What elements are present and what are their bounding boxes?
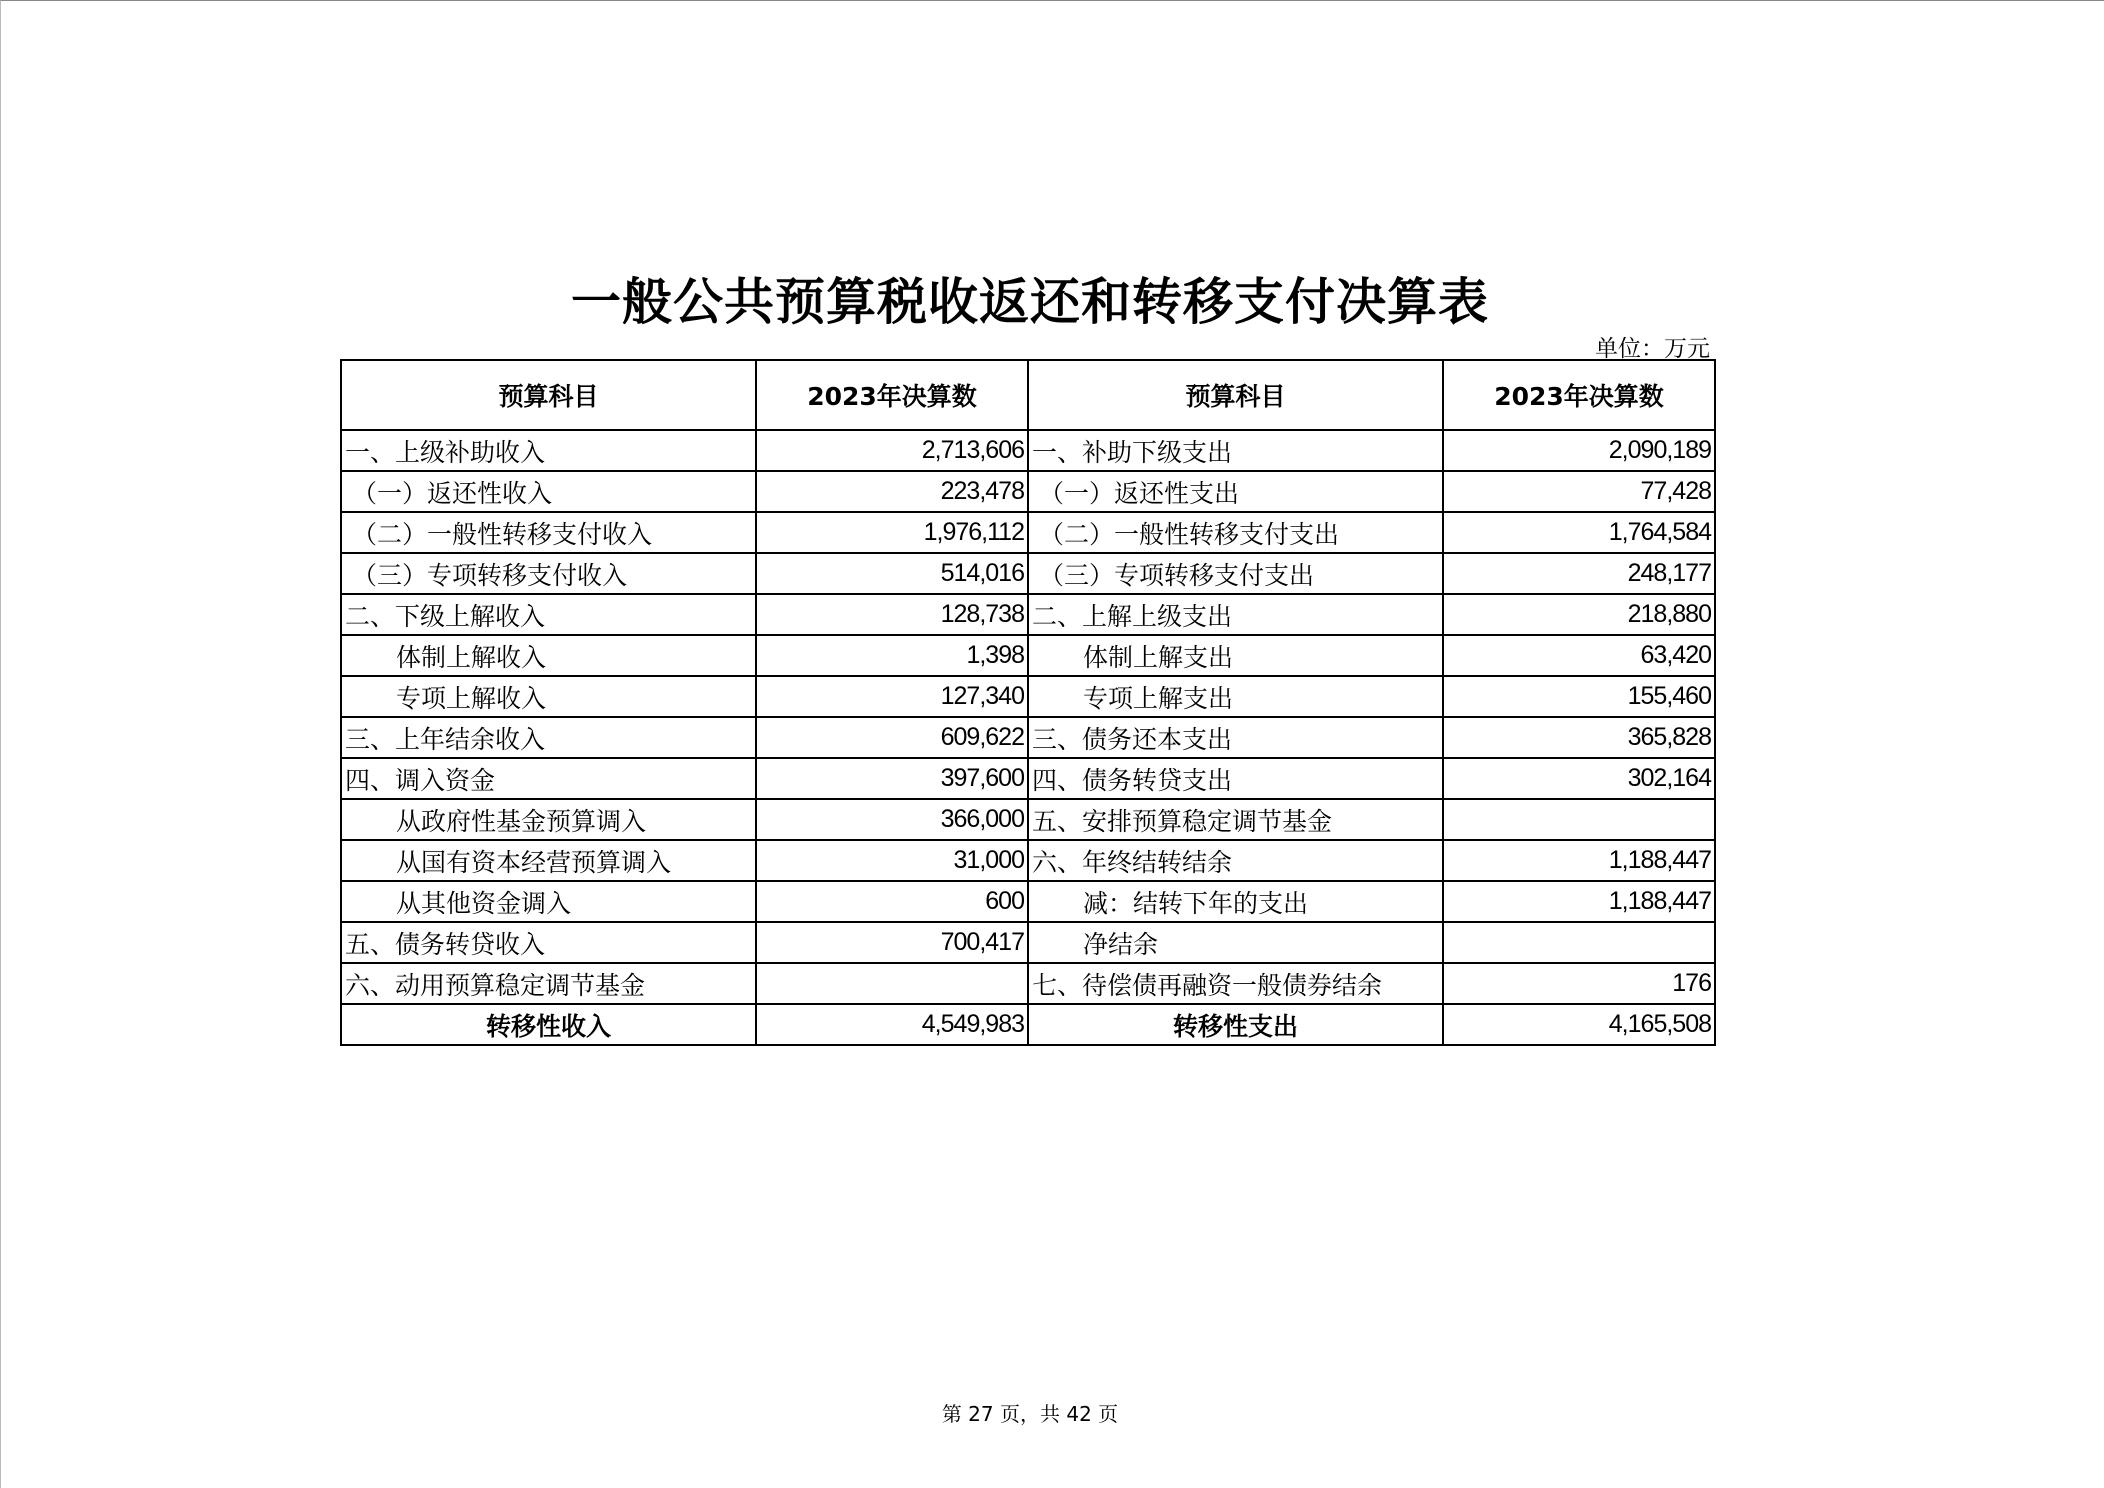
table-row: [341, 922, 1715, 963]
right-subject-cell: 减：结转下年的支出: [1028, 881, 1443, 922]
right-subject-cell: （二）一般性转移支付支出: [1028, 512, 1443, 553]
left-amount-cell: 600: [756, 881, 1028, 922]
table-row: [341, 758, 1715, 799]
left-subject-cell: 从其他资金调入: [341, 881, 756, 922]
table-row: [341, 471, 1715, 512]
table-row: [341, 963, 1715, 1004]
page-title: 一般公共预算税收返还和转移支付决算表: [571, 273, 1489, 331]
right-amount-cell: 1,188,447: [1443, 840, 1715, 881]
left-subject-cell: 一、上级补助收入: [341, 430, 756, 471]
right-amount-cell: 302,164: [1443, 758, 1715, 799]
left-amount-cell: [756, 963, 1028, 1004]
left-amount-cell: 1,398: [756, 635, 1028, 676]
table-row: [341, 840, 1715, 881]
left-amount-cell: 31,000: [756, 840, 1028, 881]
left-amount-cell: 2,713,606: [756, 430, 1028, 471]
left-subject-cell: 转移性收入: [341, 1004, 756, 1045]
left-amount-cell: 128,738: [756, 594, 1028, 635]
right-amount-cell: 155,460: [1443, 676, 1715, 717]
unit-label: 单位：万元: [1595, 336, 1710, 362]
header-right-subject: 预算科目: [1028, 360, 1443, 430]
left-amount-cell: 4,549,983: [756, 1004, 1028, 1045]
left-subject-cell: （三）专项转移支付收入: [341, 553, 756, 594]
table-row: [341, 717, 1715, 758]
left-amount-cell: 366,000: [756, 799, 1028, 840]
left-subject-cell: 五、债务转贷收入: [341, 922, 756, 963]
right-subject-cell: （一）返还性支出: [1028, 471, 1443, 512]
table-row: [341, 594, 1715, 635]
right-amount-cell: 365,828: [1443, 717, 1715, 758]
left-subject-cell: 体制上解收入: [341, 635, 756, 676]
right-amount-cell: 218,880: [1443, 594, 1715, 635]
left-subject-cell: 六、动用预算稳定调节基金: [341, 963, 756, 1004]
right-subject-cell: 三、债务还本支出: [1028, 717, 1443, 758]
table-row: [341, 430, 1715, 471]
table-body: [341, 430, 1715, 1045]
left-subject-cell: 从国有资本经营预算调入: [341, 840, 756, 881]
table-row: [341, 1004, 1715, 1045]
right-amount-cell: 176: [1443, 963, 1715, 1004]
left-subject-cell: 四、调入资金: [341, 758, 756, 799]
right-subject-cell: 体制上解支出: [1028, 635, 1443, 676]
left-amount-cell: 700,417: [756, 922, 1028, 963]
right-subject-cell: 五、安排预算稳定调节基金: [1028, 799, 1443, 840]
right-subject-cell: 净结余: [1028, 922, 1443, 963]
left-subject-cell: 三、上年结余收入: [341, 717, 756, 758]
left-amount-cell: 1,976,112: [756, 512, 1028, 553]
budget-table: [340, 359, 1716, 1046]
right-subject-cell: 六、年终结转结余: [1028, 840, 1443, 881]
right-subject-cell: 七、待偿债再融资一般债券结余: [1028, 963, 1443, 1004]
right-amount-cell: 77,428: [1443, 471, 1715, 512]
right-amount-cell: 1,188,447: [1443, 881, 1715, 922]
left-subject-cell: （二）一般性转移支付收入: [341, 512, 756, 553]
right-amount-cell: 1,764,584: [1443, 512, 1715, 553]
table-row: [341, 553, 1715, 594]
left-amount-cell: 609,622: [756, 717, 1028, 758]
table-row: [341, 635, 1715, 676]
right-subject-cell: （三）专项转移支付支出: [1028, 553, 1443, 594]
left-subject-cell: 二、下级上解收入: [341, 594, 756, 635]
right-amount-cell: 4,165,508: [1443, 1004, 1715, 1045]
header-right-amount: 2023年决算数: [1443, 360, 1715, 430]
left-amount-cell: 397,600: [756, 758, 1028, 799]
right-amount-cell: [1443, 799, 1715, 840]
right-subject-cell: 专项上解支出: [1028, 676, 1443, 717]
table-row: [341, 512, 1715, 553]
header-left-amount: 2023年决算数: [756, 360, 1028, 430]
right-amount-cell: 2,090,189: [1443, 430, 1715, 471]
table-row: [341, 881, 1715, 922]
left-amount-cell: 223,478: [756, 471, 1028, 512]
left-subject-cell: 专项上解收入: [341, 676, 756, 717]
right-subject-cell: 一、补助下级支出: [1028, 430, 1443, 471]
left-subject-cell: （一）返还性收入: [341, 471, 756, 512]
left-amount-cell: 127,340: [756, 676, 1028, 717]
right-amount-cell: [1443, 922, 1715, 963]
header-left-subject: 预算科目: [341, 360, 756, 430]
table-header-row: [341, 360, 1715, 430]
right-subject-cell: 转移性支出: [1028, 1004, 1443, 1045]
page-footer: 第 27 页，共 42 页: [941, 1402, 1119, 1426]
left-amount-cell: 514,016: [756, 553, 1028, 594]
table-row: [341, 799, 1715, 840]
left-subject-cell: 从政府性基金预算调入: [341, 799, 756, 840]
right-subject-cell: 四、债务转贷支出: [1028, 758, 1443, 799]
right-amount-cell: 248,177: [1443, 553, 1715, 594]
right-amount-cell: 63,420: [1443, 635, 1715, 676]
right-subject-cell: 二、上解上级支出: [1028, 594, 1443, 635]
table-row: [341, 676, 1715, 717]
